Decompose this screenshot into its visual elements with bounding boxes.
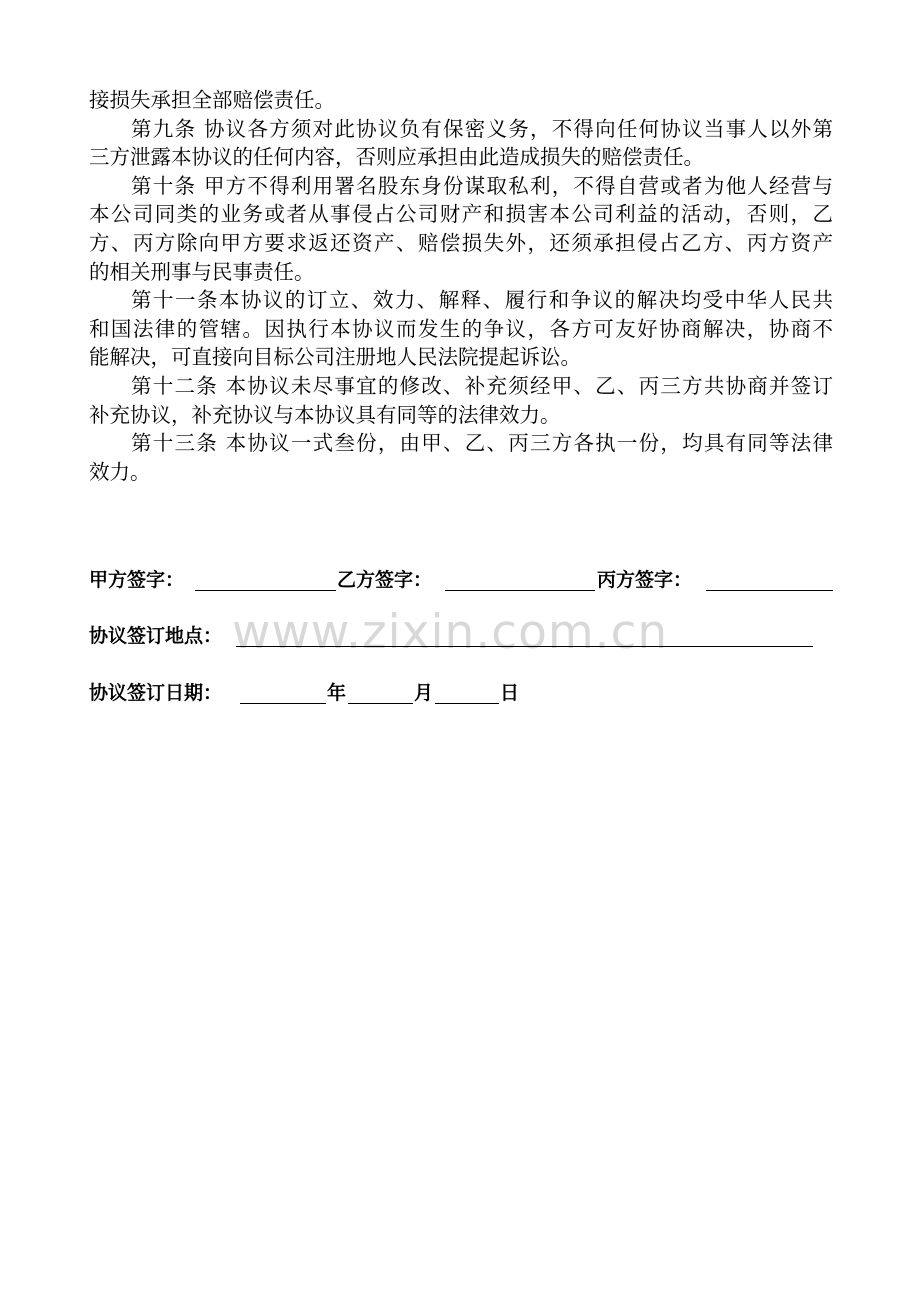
paragraph-line: 第十三条 本协议一式叁份，由甲、乙、丙三方各执一份，均具有同等法律 (131, 431, 833, 456)
paragraph-line: 第十二条 本协议未尽事宜的修改、补充须经甲、乙、丙三方共协商并签订 (131, 373, 833, 398)
month-line[interactable] (348, 703, 413, 704)
paragraph (89, 86, 833, 115)
party-b-signature-label: 乙方签字： (337, 569, 433, 591)
party-c-signature-label: 丙方签字： (597, 569, 693, 591)
party-a-signature-line[interactable] (195, 590, 336, 591)
paragraph (89, 115, 833, 172)
paragraph-line: 方、丙方除向甲方要求返还资产、赔偿损失外，还须承担侵占乙方、丙方资产 (89, 230, 833, 255)
paragraph-line: 接损失承担全部赔偿责任。 (89, 88, 335, 112)
date-label: 协议签订日期： (89, 682, 223, 704)
month-label: 月 (414, 682, 434, 704)
paragraph (89, 372, 833, 429)
paragraph-line: 第九条 协议各方须对此协议负有保密义务，不得向任何协议当事人以外第 (131, 116, 833, 141)
paragraph-line: 本公司同类的业务或者从事侵占公司财产和损害本公司利益的活动，否则，乙 (89, 202, 833, 227)
paragraph-line: 效力。 (89, 459, 151, 484)
paragraph (89, 286, 833, 372)
location-label: 协议签订地点： (89, 625, 223, 647)
paragraph-line: 补充协议，补充协议与本协议具有同等的法律效力。 (89, 402, 561, 427)
paragraph-line: 能解决，可直接向目标公司注册地人民法院提起诉讼。 (89, 345, 581, 370)
paragraph-line: 三方泄露本协议的任何内容，否则应承担由此造成损失的赔偿责任。 (89, 145, 704, 170)
party-c-signature-line[interactable] (706, 590, 833, 591)
party-a-signature-label: 甲方签字： (89, 569, 185, 591)
paragraph-line: 和国法律的管辖。因执行本协议而发生的争议，各方可友好协商解决，协商不 (89, 316, 833, 341)
agreement-body (89, 86, 833, 486)
year-label: 年 (327, 682, 347, 704)
location-line[interactable] (236, 646, 813, 647)
watermark: www.zixin.com.cn (232, 605, 669, 660)
day-line[interactable] (435, 703, 499, 704)
paragraph (89, 172, 833, 286)
paragraph-line: 第十条 甲方不得利用署名股东身份谋取私利，不得自营或者为他人经营与 (131, 173, 833, 198)
day-label: 日 (500, 682, 520, 704)
paragraph-line: 第十一条本协议的订立、效力、解释、履行和争议的解决均受中华人民共 (131, 288, 833, 313)
party-b-signature-line[interactable] (445, 590, 595, 591)
paragraph (89, 429, 833, 486)
year-line[interactable] (240, 703, 326, 704)
paragraph-line: 的相关刑事与民事责任。 (89, 259, 315, 284)
